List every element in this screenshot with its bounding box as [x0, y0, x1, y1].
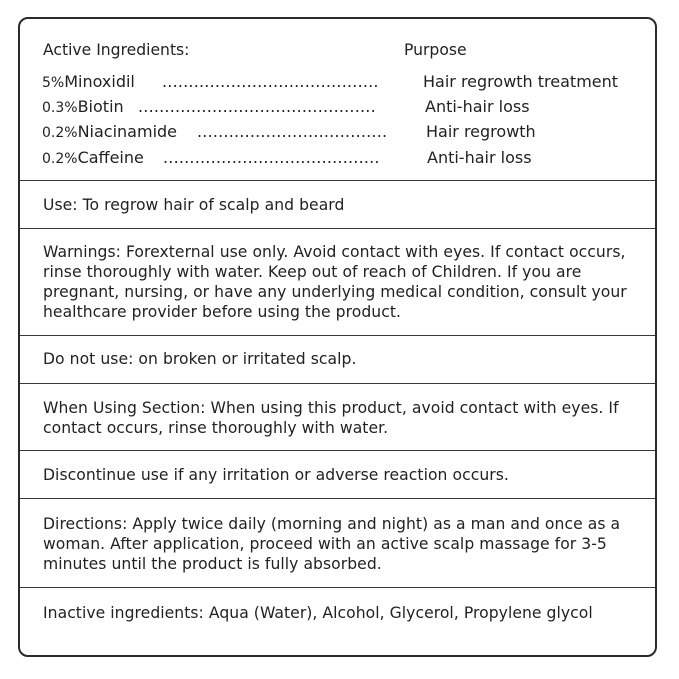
- ingredient-row: [42, 71, 645, 93]
- ingredient-label: Biotin: [77, 97, 124, 116]
- ingredient-name: [42, 71, 135, 94]
- ingredient-percent: 0.2%: [42, 151, 78, 167]
- section-divider: [20, 383, 655, 384]
- ingredient-percent: 5%: [42, 75, 65, 91]
- ingredient-label: Caffeine: [77, 148, 144, 167]
- ingredient-label: Minoxidil: [64, 72, 135, 91]
- ingredient-percent: 0.2%: [42, 125, 78, 141]
- leader-dots: .........................................: [162, 72, 379, 91]
- section-divider: [20, 450, 655, 451]
- ingredient-name: [42, 147, 144, 170]
- section-divider: [20, 587, 655, 588]
- section-divider: [20, 335, 655, 336]
- drug-facts-panel: [18, 17, 657, 657]
- use-text: Use: To regrow hair of scalp and beard: [43, 196, 345, 214]
- ingredient-row: [42, 121, 645, 143]
- ingredient-purpose: Anti-hair loss: [427, 148, 532, 167]
- ingredients-header-label: Active Ingredients:: [43, 41, 190, 59]
- ingredient-purpose: Hair regrowth: [426, 122, 536, 141]
- leader-dots: .........................................: [163, 148, 380, 167]
- do-not-use-text: Do not use: on broken or irritated scalp.: [43, 350, 357, 368]
- section-divider: [20, 498, 655, 499]
- ingredient-row: [42, 147, 645, 169]
- ingredient-purpose: Hair regrowth treatment: [423, 72, 619, 91]
- ingredient-row: [42, 96, 645, 118]
- ingredient-label: Niacinamide: [77, 122, 178, 141]
- when-using-text: When Using Section: When using this product, avoid contact with eyes. If contact occurs, rinse thoroughly with water.: [43, 399, 619, 437]
- purpose-header-label: Purpose: [404, 41, 467, 59]
- section-divider: [20, 180, 655, 181]
- ingredient-percent: 0.3%: [42, 100, 78, 116]
- leader-dots: ....................................: [197, 122, 388, 141]
- ingredient-name: [42, 96, 124, 119]
- ingredient-name: [42, 121, 177, 144]
- directions-text: Directions: Apply twice daily (morning and night) as a man and once as a woman. After application, proceed with an active scalp massage for 3-5 minutes until the product is fully absorbed.: [43, 515, 621, 573]
- leader-dots: .............................................: [138, 97, 376, 116]
- warnings-text: Warnings: Forexternal use only. Avoid contact with eyes. If contact occurs, rinse thoroughly with water. Keep out of reach of Children. If you are pregnant, nursing, or have any underlying medical condition, consult your healthcare provider before using the product.: [43, 243, 627, 321]
- ingredient-purpose: Anti-hair loss: [425, 97, 530, 116]
- section-divider: [20, 228, 655, 229]
- inactive-ingredients-text: Inactive ingredients: Aqua (Water), Alcohol, Glycerol, Propylene glycol: [43, 604, 593, 622]
- discontinue-text: Discontinue use if any irritation or adverse reaction occurs.: [43, 466, 509, 484]
